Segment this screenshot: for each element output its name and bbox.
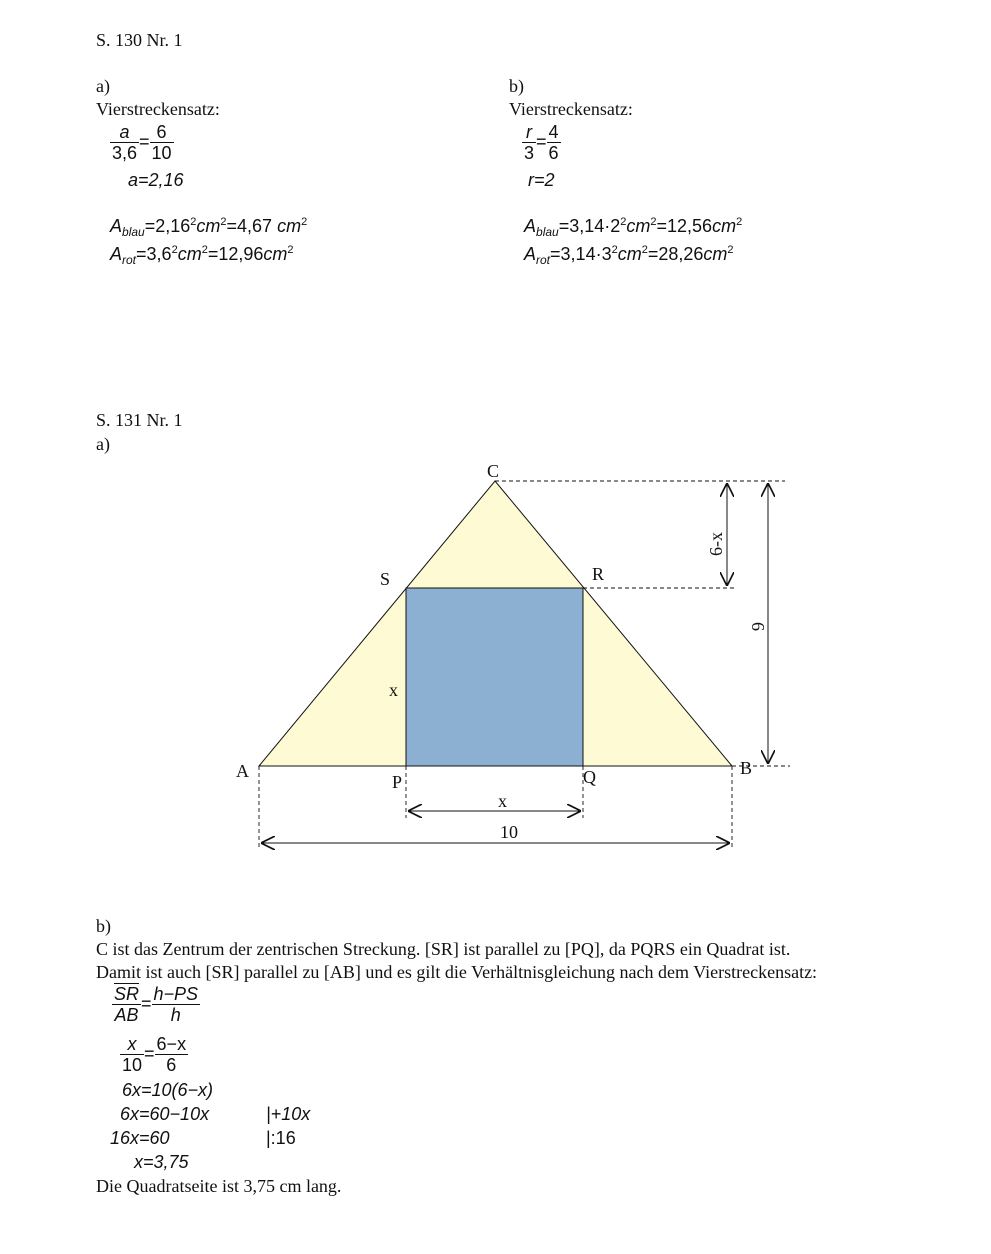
frac-den: 6 (166, 1055, 177, 1075)
frac-num: h−PS (153, 984, 199, 1004)
part2-b-line2: Damit ist auch [SR] parallel zu [AB] und es gilt die Verhältnisgleichung nach dem Vierstreckensatz: (96, 962, 818, 982)
frac-num: $\overline{SR}$ (114, 984, 140, 1004)
equation-step-3: 16x=60 (110, 1128, 170, 1148)
frac-den: AB (114, 1005, 139, 1025)
frac-den: 3 (524, 143, 535, 163)
frac-num: 6 (150, 122, 174, 143)
label-base-10: 10 (500, 822, 518, 842)
label-c: C (487, 461, 500, 481)
part-b-result: r=2 (528, 170, 555, 190)
label-r: R (592, 564, 605, 584)
part-b-label: b) (509, 76, 524, 96)
part-b-proportion: $\frac{r}{3}$ = $\frac{4}{6}$ (524, 122, 559, 163)
part2-a-label: a) (96, 434, 110, 454)
section-heading-130: S. 130 Nr. 1 (96, 30, 183, 50)
conclusion: Die Quadratseite ist 3,75 cm lang. (96, 1176, 342, 1196)
frac-num: 6−x (156, 1034, 187, 1054)
label-q: Q (583, 767, 596, 787)
frac-den: 10 (151, 143, 172, 163)
part2-b-line1: C ist das Zentrum der zentrischen Streckung. [SR] ist parallel zu [PQ], da PQRS ein Quadrat ist. (96, 939, 791, 959)
section-heading-131: S. 131 Nr. 1 (96, 410, 183, 430)
frac-den: h (170, 1005, 181, 1025)
frac-num: 4 (548, 122, 559, 142)
frac-num: r (522, 122, 536, 143)
part-b-title: Vierstreckensatz: (509, 99, 633, 119)
label-b: B (740, 758, 753, 778)
part-a-title: Vierstreckensatz: (96, 99, 220, 119)
label-6-x: 6-x (706, 532, 726, 556)
part-b-area-rot: $A_{rot}=3,14\cdot 3^2cm^2=28,26cm^2$ (524, 244, 734, 267)
frac-den: 6 (548, 143, 559, 163)
part-a-label: a) (96, 76, 110, 96)
label-a: A (236, 761, 249, 781)
equation-step-2: 6x=60−10x (120, 1104, 210, 1124)
frac-num: x (120, 1034, 144, 1055)
part-a-area-blau: $A_{blau}=2,16^2cm^2=4,67$ $cm^2$ (110, 216, 308, 239)
square-pqrs (406, 588, 583, 766)
part2-b-label: b) (96, 916, 111, 936)
operation-step-3: |:16 (266, 1128, 296, 1148)
equation-step-4: x=3,75 (134, 1152, 189, 1172)
frac-num: a (110, 122, 139, 143)
part-a-result: a=2,16 (128, 170, 184, 190)
equation-step-1: 6x=10(6−x) (122, 1080, 214, 1100)
ratio-equation: $\frac{\overline{SR}}{AB}$ = $\frac{h-PS}{h}$ (114, 984, 199, 1025)
label-height-6: 6 (748, 622, 768, 631)
label-s: S (380, 569, 391, 589)
operation-step-2: |+10x (266, 1104, 311, 1124)
part-a-area-rot: $A_{rot}=3,6^2cm^2=12,96cm^2$ (110, 244, 294, 267)
frac-den: 10 (122, 1055, 143, 1075)
x-equation: $\frac{x}{10}$ = $\frac{6-x}{6}$ (122, 1034, 187, 1075)
label-x-side: x (389, 680, 398, 700)
part-b-area-blau: $A_{blau}=3,14\cdot 2^2cm^2=12,56cm^2$ (524, 216, 743, 239)
label-x-bottom: x (498, 791, 507, 811)
part-a-proportion: $\frac{a}{3,6}$ = $\frac{6}{10}$ (112, 122, 172, 163)
label-p: P (392, 772, 403, 792)
frac-den: 3,6 (112, 143, 138, 163)
